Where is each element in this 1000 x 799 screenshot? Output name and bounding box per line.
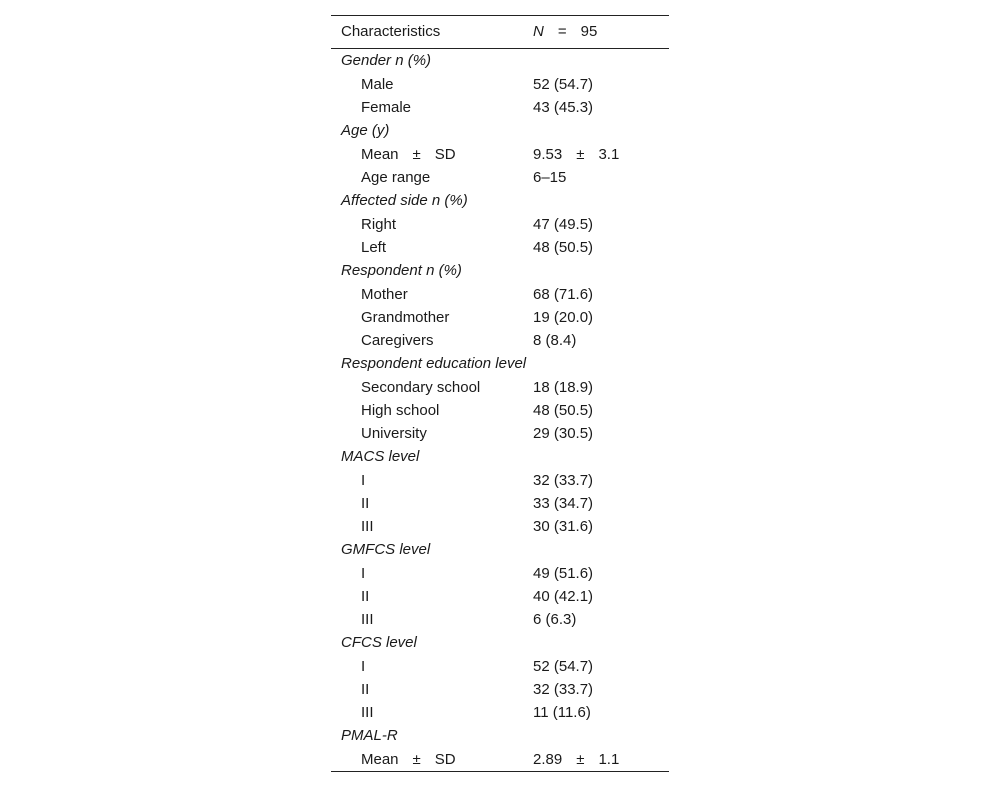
row-value: 43 (45.3): [533, 99, 594, 116]
row-value-part: 9.53: [533, 146, 563, 163]
row-value: 29 (30.5): [533, 425, 594, 442]
table-row: [331, 422, 669, 445]
row-value: 68 (71.6): [533, 286, 594, 303]
row-label: III: [361, 704, 374, 721]
table-row: [331, 329, 669, 352]
section-title: MACS level: [341, 448, 420, 465]
row-label-part: Mean: [361, 146, 399, 163]
table-row: [331, 143, 669, 166]
section-title: Respondent n (%): [341, 262, 462, 279]
row-label: Female: [361, 99, 412, 116]
section-heading-row: [331, 49, 669, 73]
header-n-value: 95: [580, 23, 598, 40]
table-row: [331, 399, 669, 422]
section-heading-row: [331, 631, 669, 655]
header-equals: =: [557, 23, 567, 40]
row-value: 47 (49.5): [533, 216, 594, 233]
table-row: [331, 236, 669, 259]
section-heading-row: [331, 538, 669, 562]
row-value-part: ±: [576, 751, 585, 768]
row-label-part: ±: [412, 146, 421, 163]
table-row: [331, 678, 669, 701]
row-label: Male: [361, 76, 394, 93]
row-label: Secondary school: [361, 379, 481, 396]
row-value: 32 (33.7): [533, 681, 594, 698]
row-value-part: ±: [576, 146, 585, 163]
row-value: 6–15: [533, 169, 567, 186]
table-row: [331, 748, 669, 771]
row-label-part: ±: [412, 751, 421, 768]
row-label: I: [361, 658, 366, 675]
row-value: 32 (33.7): [533, 472, 594, 489]
table-row: [331, 655, 669, 678]
row-label: University: [361, 425, 427, 442]
table-row: [331, 213, 669, 236]
table-row: [331, 562, 669, 585]
table-row: [331, 306, 669, 329]
table-row: [331, 283, 669, 306]
row-label-part: SD: [434, 751, 456, 768]
row-value: 52 (54.7): [533, 76, 594, 93]
row-label: II: [361, 681, 370, 698]
table-row: [331, 701, 669, 724]
row-value: 8 (8.4): [533, 332, 577, 349]
section-heading-row: [331, 724, 669, 748]
row-value: 40 (42.1): [533, 588, 594, 605]
row-label: Mother: [361, 286, 408, 303]
row-value: [533, 143, 619, 166]
row-label: Left: [361, 239, 387, 256]
header-n-label: N: [533, 23, 544, 40]
table-row: [331, 585, 669, 608]
section-heading-row: [331, 119, 669, 143]
row-label: Right: [361, 216, 397, 233]
row-value: 11 (11.6): [533, 704, 591, 721]
section-heading-row: [331, 445, 669, 469]
row-label-part: Mean: [361, 751, 399, 768]
row-value: [533, 748, 619, 771]
row-label: III: [361, 518, 374, 535]
row-label: II: [361, 588, 370, 605]
section-title: CFCS level: [341, 634, 417, 651]
row-value-part: 3.1: [598, 146, 620, 163]
table-row: [331, 96, 669, 119]
row-label: Grandmother: [361, 309, 450, 326]
row-value: 49 (51.6): [533, 565, 594, 582]
header-characteristics: Characteristics: [341, 23, 441, 40]
header-sample-size: [533, 16, 597, 48]
row-label: High school: [361, 402, 440, 419]
row-label: III: [361, 611, 374, 628]
table-row: [331, 608, 669, 631]
row-label: [361, 748, 456, 771]
characteristics-table: [331, 15, 669, 772]
table-row: [331, 73, 669, 96]
section-title: GMFCS level: [341, 541, 431, 558]
table-row: [331, 469, 669, 492]
section-heading-row: [331, 259, 669, 283]
row-value: 48 (50.5): [533, 239, 594, 256]
row-value: 33 (34.7): [533, 495, 594, 512]
row-label: Caregivers: [361, 332, 434, 349]
section-title: Affected side n (%): [341, 192, 468, 209]
row-label-part: SD: [434, 146, 456, 163]
table-row: [331, 515, 669, 538]
table-row: [331, 376, 669, 399]
section-title: Age (y): [341, 122, 390, 139]
row-value: 48 (50.5): [533, 402, 594, 419]
row-label: [361, 143, 456, 166]
section-title: PMAL-R: [341, 727, 398, 744]
row-label: I: [361, 565, 366, 582]
section-title: Gender n (%): [341, 52, 432, 69]
row-label: II: [361, 495, 370, 512]
row-value-part: 2.89: [533, 751, 563, 768]
section-heading-row: [331, 189, 669, 213]
row-value: 18 (18.9): [533, 379, 594, 396]
row-value: 30 (31.6): [533, 518, 594, 535]
section-title: Respondent education level: [341, 355, 527, 372]
table-body: [331, 49, 669, 771]
row-label: Age range: [361, 169, 431, 186]
row-value: 6 (6.3): [533, 611, 577, 628]
row-value: 19 (20.0): [533, 309, 594, 326]
table-row: [331, 492, 669, 515]
table-header-row: [331, 16, 669, 49]
row-value-part: 1.1: [598, 751, 620, 768]
section-heading-row: [331, 352, 669, 376]
row-value: 52 (54.7): [533, 658, 594, 675]
table-row: [331, 166, 669, 189]
row-label: I: [361, 472, 366, 489]
